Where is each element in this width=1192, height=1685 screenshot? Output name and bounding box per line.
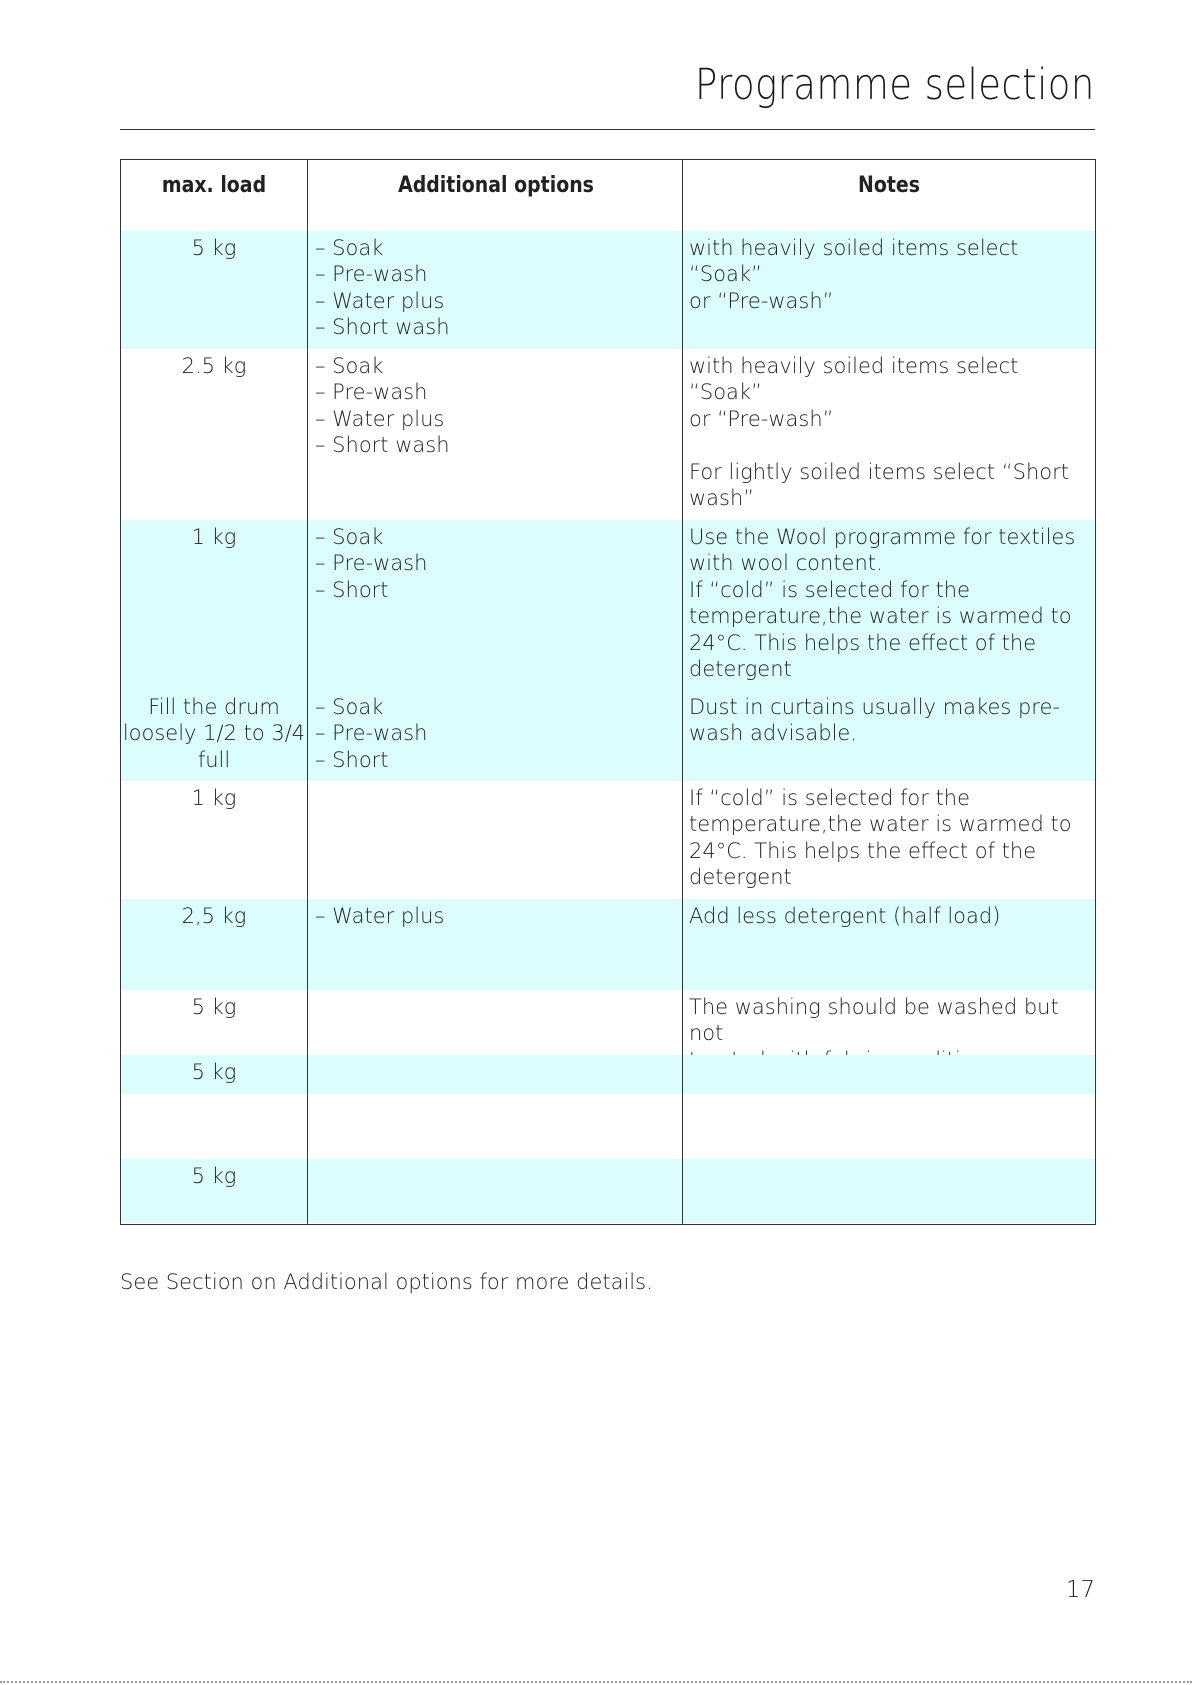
cell-notes: If “cold” is selected for the temperature,the water is warmed to 24°C. This helps the effect of the detergent <box>689 786 1072 890</box>
column-divider <box>682 160 683 1224</box>
cell-notes: Add less detergent (half load) <box>689 904 1001 928</box>
programme-table <box>120 159 1096 1225</box>
cell-load: 1 kg <box>191 525 237 549</box>
cell-load: 2.5 kg <box>181 354 247 378</box>
page-number: 17 <box>1065 1577 1095 1603</box>
table-row <box>121 690 1095 781</box>
column-divider <box>307 160 308 1224</box>
cell-load: 5 kg <box>191 1060 237 1084</box>
cell-notes: Use the Wool programme for textiles with wool content. If “cold” is selected for the temperature,the water is warmed to 24°C. This helps the effect of the detergent <box>689 525 1076 682</box>
cell-options: – Water plus <box>315 904 445 928</box>
table-row <box>121 1094 1095 1159</box>
header-max-load: max. load <box>161 173 267 198</box>
cell-options: – Soak – Pre-wash – Water plus – Short wash <box>315 354 450 458</box>
title-divider <box>120 129 1095 130</box>
cell-options: – Soak – Pre-wash – Short <box>315 695 428 772</box>
table-row <box>121 990 1095 1055</box>
cell-load: 1 kg <box>191 786 237 810</box>
cell-load: Fill the drum loosely 1/2 to 3/4 full <box>122 695 306 772</box>
page-title: Programme selection <box>695 60 1095 110</box>
table-row <box>121 781 1095 899</box>
cell-notes: The washing should be washed but not <box>689 995 1059 1046</box>
table-row <box>121 231 1095 349</box>
footer-note: See Section on Additional options for more details. <box>120 1270 653 1294</box>
table-row <box>121 520 1095 691</box>
table-row <box>121 349 1095 520</box>
cell-load: 5 kg <box>191 236 237 260</box>
page-edge-divider <box>0 1681 1192 1683</box>
cell-load: 5 kg <box>191 1164 237 1188</box>
table-header <box>121 160 1095 232</box>
cell-notes: Dust in curtains usually makes pre- wash advisable. <box>689 695 1060 746</box>
header-notes: Notes <box>858 173 920 198</box>
cell-load: 2,5 kg <box>181 904 247 928</box>
cell-notes: with heavily soiled items select “Soak” or “Pre-wash” <box>689 236 1019 313</box>
header-additional-options: Additional options <box>398 173 594 198</box>
cell-notes: with heavily soiled items select “Soak” or “Pre-wash” For lightly soiled items select “Short wash” <box>689 354 1069 511</box>
table-row <box>121 1159 1095 1223</box>
cell-options: – Soak – Pre-wash – Short <box>315 525 428 602</box>
cell-load: 5 kg <box>191 995 237 1019</box>
table-row <box>121 1055 1095 1094</box>
cell-options: – Soak – Pre-wash – Water plus – Short wash <box>315 236 450 340</box>
table-row <box>121 899 1095 990</box>
